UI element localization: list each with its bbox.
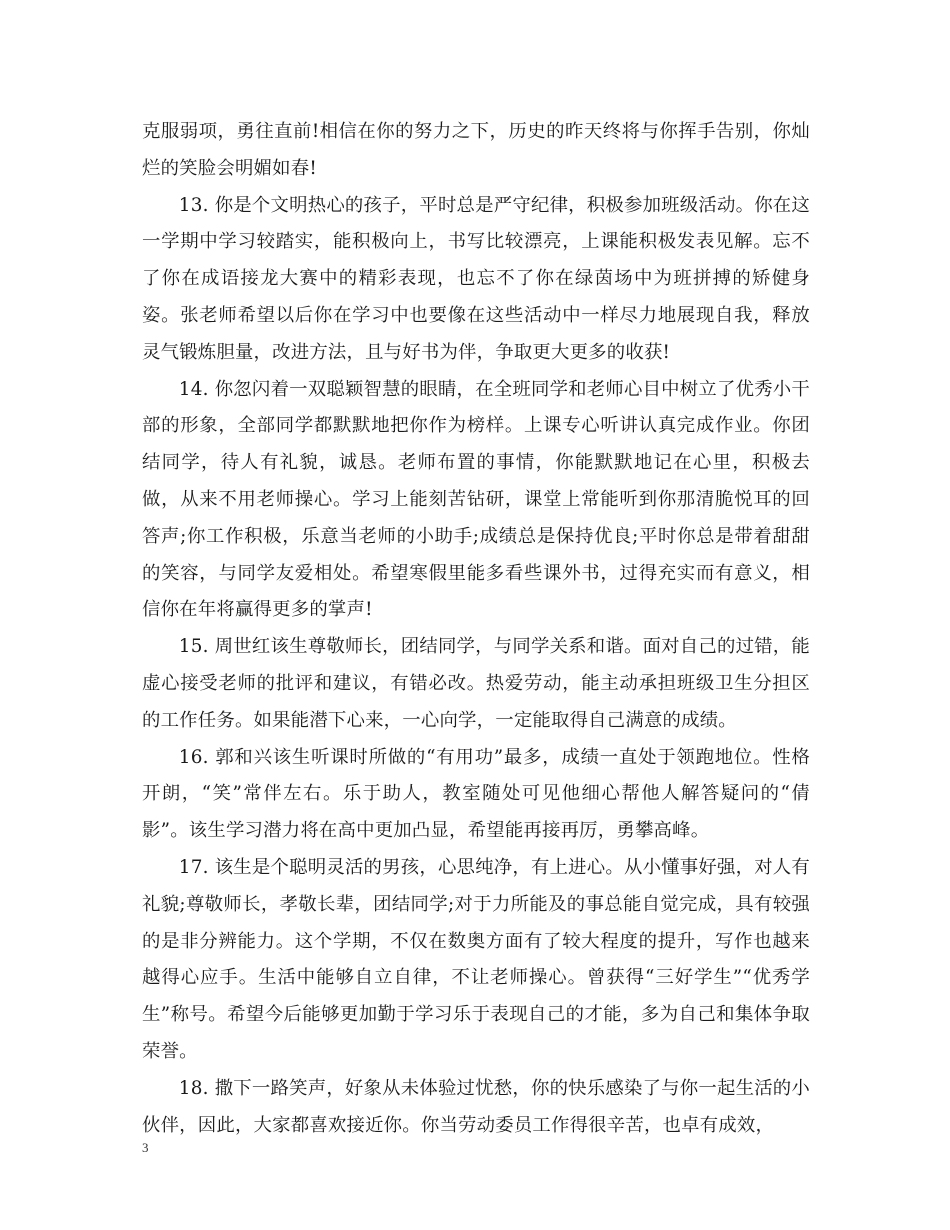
paragraph-item-18: 18. 撒下一路笑声，好象从未体验过忧愁，你的快乐感染了与你一起生活的小伙伴，因此，大家都喜欢接近你。你当劳动委员工作得很辛苦，也卓有成效， <box>142 1077 810 1136</box>
page-number: 3 <box>142 1140 149 1155</box>
document-body <box>142 114 810 1144</box>
paragraph-continuation: 克服弱项，勇往直前!相信在你的努力之下，历史的昨天终将与你挥手告别，你灿烂的笑脸会明媚如春! <box>142 121 810 179</box>
paragraph-item-15: 15. 周世红该生尊敬师长，团结同学，与同学关系和谐。面对自己的过错，能虚心接受老师的批评和建议，有错必改。热爱劳动，能主动承担班级卫生分担区的工作任务。如果能潜下心来，一心向学，一定能取得自己满意的成绩。 <box>142 636 810 731</box>
paragraph-item-13: 13. 你是个文明热心的孩子，平时总是严守纪律，积极参加班级活动。你在这一学期中学习较踏实，能积极向上，书写比较漂亮，上课能积极发表见解。忘不了你在成语接龙大赛中的精彩表现，也忘不了你在绿茵场中为班拼搏的矫健身姿。张老师希望以后你在学习中也要像在这些活动中一样尽力地展现自我，释放灵气锻炼胆量，改进方法，且与好书为伴，争取更大更多的收获! <box>142 194 810 363</box>
paragraph-item-14: 14. 你忽闪着一双聪颖智慧的眼睛，在全班同学和老师心目中树立了优秀小干部的形象，全部同学都默默地把你作为榜样。上课专心听讲认真完成作业。你团结同学，待人有礼貌，诚恳。老师布置的事情，你能默默地记在心里，积极去做，从来不用老师操心。学习上能刻苦钻研，课堂上常能听到你那清脆悦耳的回答声;你工作积极，乐意当老师的小助手;成绩总是保持优良;平时你总是带着甜甜的笑容，与同学友爱相处。希望寒假里能多看些课外书，过得充实而有意义，相信你在年将赢得更多的掌声! <box>142 378 810 621</box>
paragraph-item-17: 17. 该生是个聪明灵活的男孩，心思纯净，有上进心。从小懂事好强，对人有礼貌;尊敬师长，孝敬长辈，团结同学;对于力所能及的事总能自觉完成，具有较强的是非分辨能力。这个学期，不仅在数奥方面有了较大程度的提升，写作也越来越得心应手。生活中能够自立自律，不让老师操心。曾获得“三好学生”“优秀学生”称号。希望今后能够更加勤于学习乐于表现自己的才能，多为自己和集体争取荣誉。 <box>142 856 810 1062</box>
paragraph-item-16: 16. 郭和兴该生听课时所做的“有用功”最多，成绩一直处于领跑地位。性格开朗，“笑”常伴左右。乐于助人，教室随处可见他细心帮他人解答疑问的“倩影”。该生学习潜力将在高中更加凸显，希望能再接再厉，勇攀高峰。 <box>142 746 810 842</box>
